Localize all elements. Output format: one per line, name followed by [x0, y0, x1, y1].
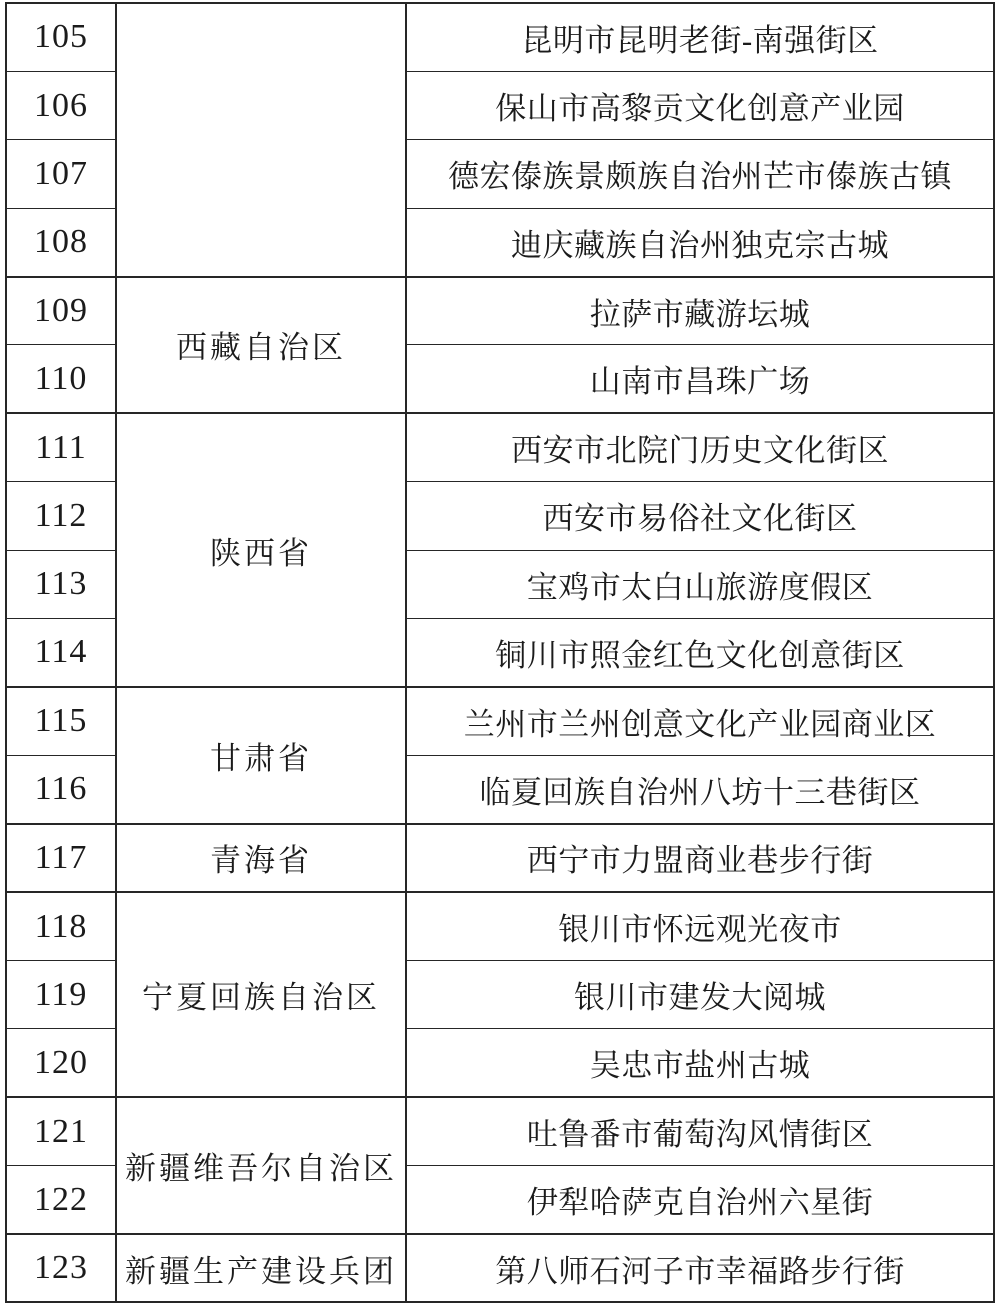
region-cell: 青海省 [116, 824, 406, 892]
place-cell: 西宁市力盟商业巷步行街 [406, 824, 994, 892]
serial-number-cell: 118 [6, 892, 116, 960]
place-cell: 第八师石河子市幸福路步行街 [406, 1234, 994, 1302]
serial-number-cell: 122 [6, 1166, 116, 1234]
place-cell: 银川市怀远观光夜市 [406, 892, 994, 960]
place-cell: 昆明市昆明老街-南强街区 [406, 3, 994, 71]
place-cell: 西安市北院门历史文化街区 [406, 413, 994, 481]
table-row [6, 3, 994, 71]
serial-number-cell: 107 [6, 140, 116, 208]
serial-number-cell: 115 [6, 687, 116, 755]
serial-number-cell: 116 [6, 755, 116, 823]
place-cell: 伊犁哈萨克自治州六星街 [406, 1166, 994, 1234]
street-list-table [5, 2, 995, 1303]
serial-number-cell: 114 [6, 619, 116, 687]
region-cell: 西藏自治区 [116, 277, 406, 414]
table-row [6, 824, 994, 892]
place-cell: 临夏回族自治州八坊十三巷街区 [406, 755, 994, 823]
serial-number-cell: 111 [6, 413, 116, 481]
serial-number-cell: 117 [6, 824, 116, 892]
table-row [6, 413, 994, 481]
place-cell: 山南市昌珠广场 [406, 345, 994, 413]
place-cell: 吐鲁番市葡萄沟风情街区 [406, 1097, 994, 1165]
place-cell: 西安市易俗社文化街区 [406, 482, 994, 550]
serial-number-cell: 113 [6, 550, 116, 618]
place-cell: 铜川市照金红色文化创意街区 [406, 619, 994, 687]
table-body [6, 3, 994, 1302]
region-cell: 甘肃省 [116, 687, 406, 824]
serial-number-cell: 106 [6, 71, 116, 139]
region-cell [116, 3, 406, 277]
region-cell: 新疆生产建设兵团 [116, 1234, 406, 1302]
region-cell: 新疆维吾尔自治区 [116, 1097, 406, 1234]
place-cell: 兰州市兰州创意文化产业园商业区 [406, 687, 994, 755]
place-cell: 保山市高黎贡文化创意产业园 [406, 71, 994, 139]
serial-number-cell: 112 [6, 482, 116, 550]
table-row [6, 1097, 994, 1165]
serial-number-cell: 105 [6, 3, 116, 71]
region-cell: 陕西省 [116, 413, 406, 687]
serial-number-cell: 123 [6, 1234, 116, 1302]
table-row [6, 892, 994, 960]
serial-number-cell: 110 [6, 345, 116, 413]
place-cell: 迪庆藏族自治州独克宗古城 [406, 208, 994, 276]
place-cell: 德宏傣族景颇族自治州芒市傣族古镇 [406, 140, 994, 208]
table-row [6, 687, 994, 755]
table-row [6, 277, 994, 345]
serial-number-cell: 109 [6, 277, 116, 345]
place-cell: 拉萨市藏游坛城 [406, 277, 994, 345]
serial-number-cell: 119 [6, 960, 116, 1028]
serial-number-cell: 108 [6, 208, 116, 276]
serial-number-cell: 120 [6, 1029, 116, 1097]
region-cell: 宁夏回族自治区 [116, 892, 406, 1097]
table-row [6, 1234, 994, 1302]
place-cell: 银川市建发大阅城 [406, 960, 994, 1028]
place-cell: 吴忠市盐州古城 [406, 1029, 994, 1097]
place-cell: 宝鸡市太白山旅游度假区 [406, 550, 994, 618]
serial-number-cell: 121 [6, 1097, 116, 1165]
